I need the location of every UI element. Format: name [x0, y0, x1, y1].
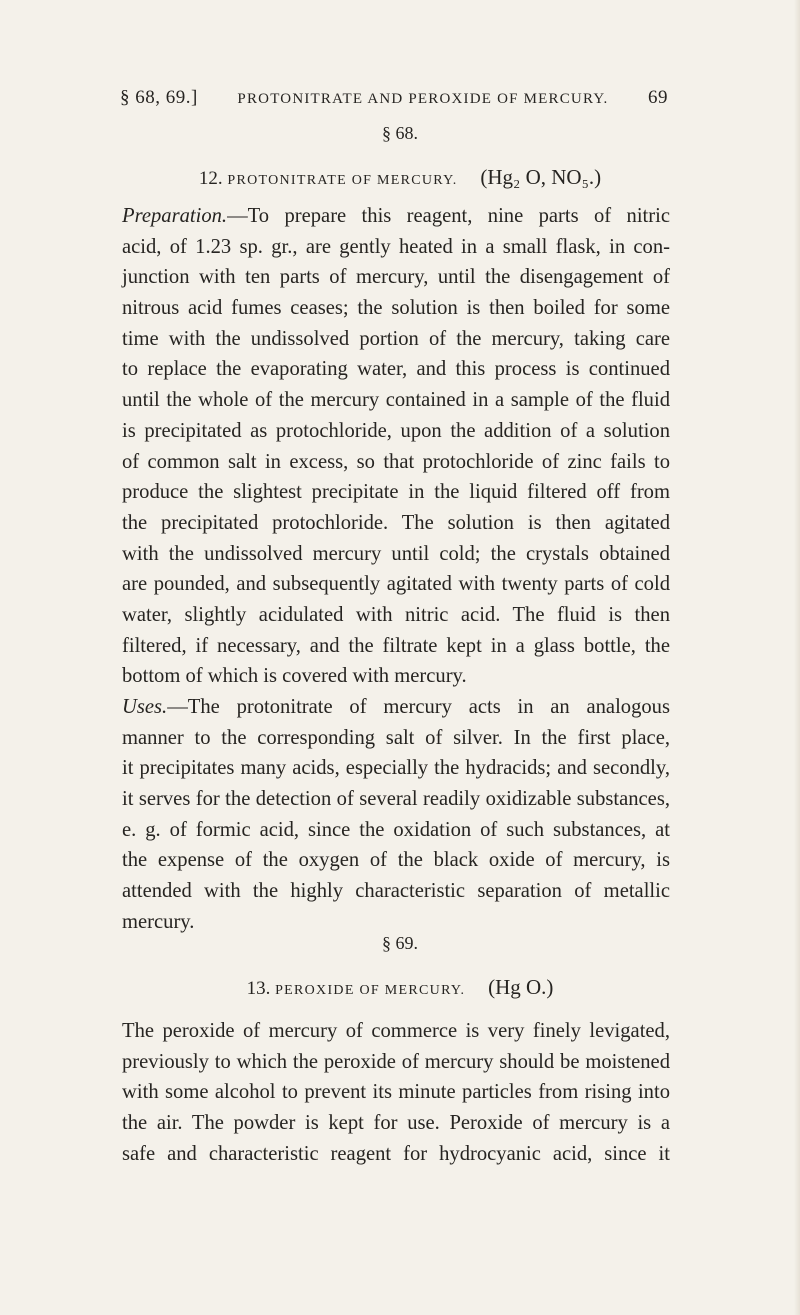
- text-line: The peroxide of mercury of commerce is very finely levigated,: [122, 1020, 670, 1042]
- section-68-title: PROTONITRATE OF MERCURY.: [227, 173, 458, 188]
- text-line: with the undissolved mercury until cold; the crystals obtained: [122, 542, 670, 565]
- header-title: PROTONITRATE AND PEROXIDE OF MERCURY.: [237, 91, 609, 107]
- text-line: with some alcohol to prevent its minute particles from rising into: [122, 1081, 670, 1104]
- text-line: time with the undissolved portion of the mercury, taking care: [122, 327, 670, 350]
- text-line: acid, of 1.23 sp. gr., are gently heated in a small flask, in con-: [122, 235, 670, 258]
- text-line: junction with ten parts of mercury, until the disengagement of: [122, 266, 670, 289]
- text-line: e. g. of formic acid, since the oxidation of such substances, at: [122, 818, 670, 841]
- section-68-formula: (Hg₂ O, NO₅.): [480, 165, 602, 189]
- text-line: the expense of the oxygen of the black oxide of mercury, is: [122, 849, 670, 872]
- text-line: bottom of which is covered with mercury.: [122, 665, 467, 688]
- header-sections: § 68, 69.]: [120, 87, 198, 108]
- text-line: previously to which the peroxide of mercury should be moistened: [122, 1050, 670, 1073]
- text-line: the air. The powder is kept for use. Peroxide of mercury is a: [122, 1112, 670, 1135]
- text-line: filtered, if necessary, and the filtrate kept in a glass bottle, the: [122, 634, 670, 657]
- section-68-body: [122, 201, 670, 938]
- text-line: it serves for the detection of several readily oxidizable substances,: [122, 788, 670, 811]
- text-line: until the whole of the mercury contained in a sample of the fluid: [122, 389, 670, 412]
- text-line: nitrous acid fumes ceases; the solution is then boiled for some: [122, 297, 670, 320]
- text-line: water, slightly acidulated with nitric acid. The fluid is then: [122, 603, 670, 626]
- preparation-label: Preparation.: [122, 205, 228, 227]
- section-69-number: 13.: [246, 978, 271, 999]
- text-line: Preparation.—To prepare this reagent, nine parts of nitric: [122, 205, 670, 227]
- page-number: 69: [648, 87, 668, 108]
- text-line: is precipitated as protochloride, upon the addition of a solution: [122, 419, 670, 442]
- section-69-mark: § 69.: [382, 933, 418, 953]
- section-68-mark: § 68.: [382, 123, 418, 143]
- uses-label: Uses.: [122, 696, 168, 718]
- section-69-title: PEROXIDE OF MERCURY.: [275, 983, 466, 998]
- text-line: are pounded, and subsequently agitated with twenty parts of cold: [122, 573, 670, 596]
- text-line: the precipitated protochloride. The solution is then agitated: [122, 511, 670, 534]
- text-line: of common salt in excess, so that protochloride of zinc fails to: [122, 450, 670, 473]
- text-line: mercury.: [122, 910, 195, 933]
- text-line: to replace the evaporating water, and this process is continued: [122, 358, 670, 381]
- text-line: produce the slightest precipitate in the liquid filtered off from: [122, 481, 670, 504]
- section-69-body: [122, 1016, 670, 1169]
- text-line: manner to the corresponding salt of silver. In the first place,: [122, 726, 670, 749]
- text-line: it precipitates many acids, especially the hydracids; and secondly,: [122, 757, 670, 780]
- section-69-formula: (Hg O.): [488, 975, 554, 999]
- section-68-number: 12.: [198, 168, 223, 189]
- section-69-heading: [0, 975, 800, 1000]
- running-header: [120, 87, 668, 109]
- text-line: safe and characteristic reagent for hydrocyanic acid, since it: [122, 1142, 670, 1165]
- page-edge-shadow: [794, 0, 800, 1315]
- text-line: attended with the highly characteristic separation of metallic: [122, 880, 670, 903]
- text-line: Uses.—The protonitrate of mercury acts in an analogous: [122, 696, 670, 718]
- section-68-heading: [0, 165, 800, 190]
